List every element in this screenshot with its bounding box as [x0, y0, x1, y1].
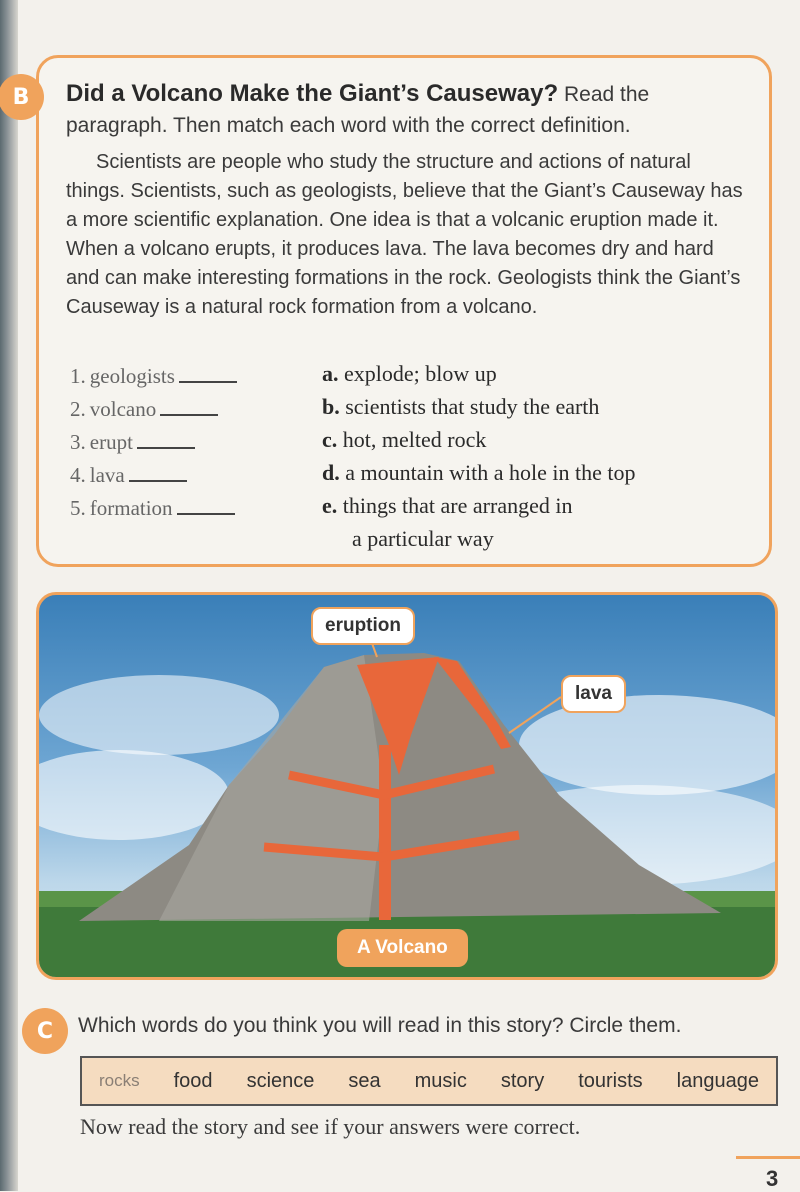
lava-vent — [379, 745, 391, 920]
prediction-word[interactable]: story — [500, 1069, 545, 1092]
definition-letter: a. — [322, 361, 339, 386]
section-c-badge: C — [22, 1008, 68, 1054]
word-number: 3. — [70, 430, 86, 454]
prediction-word[interactable]: science — [246, 1069, 315, 1092]
word-item — [70, 360, 300, 393]
volcano-illustration — [36, 592, 778, 980]
word-text: formation — [89, 496, 173, 520]
definition-text: hot, melted rock — [342, 427, 487, 452]
word-number: 4. — [70, 463, 86, 487]
prediction-word-box — [80, 1056, 778, 1106]
word-number: 2. — [70, 397, 86, 421]
definition-item — [322, 456, 742, 489]
definition-text: explode; blow up — [344, 361, 497, 386]
definition-letter: e. — [322, 493, 338, 518]
word-item — [70, 426, 300, 459]
volcano-caption: A Volcano — [337, 929, 468, 967]
section-b-heading — [66, 78, 746, 141]
answer-blank[interactable] — [160, 396, 218, 416]
section-b-badge: B — [0, 74, 44, 120]
word-list — [70, 360, 300, 525]
lava-label: lava — [561, 675, 626, 713]
definition-text: scientists that study the earth — [345, 394, 600, 419]
section-b-question: Did a Volcano Make the Giant’s Causeway? — [66, 80, 559, 107]
word-number: 1. — [70, 364, 86, 388]
prediction-word[interactable]: food — [173, 1069, 213, 1092]
definition-item — [322, 489, 742, 522]
prediction-word[interactable]: sea — [348, 1069, 381, 1092]
volcano-drawing — [39, 595, 778, 980]
cloud — [39, 750, 229, 840]
definition-letter: c. — [322, 427, 338, 452]
definition-text: a mountain with a hole in the top — [345, 460, 636, 485]
page-number-rule — [736, 1156, 800, 1159]
word-text: volcano — [89, 397, 157, 421]
word-item — [70, 492, 300, 525]
definition-item — [322, 423, 742, 456]
section-b-instruction: Read the paragraph. Then match each word with the correct definition. — [66, 83, 650, 137]
definition-letter: b. — [322, 394, 340, 419]
prediction-word[interactable]: rocks — [99, 1071, 140, 1090]
answer-blank[interactable] — [179, 363, 237, 383]
definition-continuation: a particular way — [352, 526, 494, 551]
word-text: lava — [89, 463, 125, 487]
definition-item — [322, 357, 742, 390]
definition-item — [322, 390, 742, 423]
definition-text: things that are arranged in — [342, 493, 573, 518]
answer-blank[interactable] — [137, 429, 195, 449]
cloud — [39, 675, 279, 755]
prediction-word[interactable]: music — [414, 1069, 467, 1092]
page-number: 3 — [766, 1166, 779, 1191]
definition-letter: d. — [322, 460, 340, 485]
section-c-outro: Now read the story and see if your answers were correct. — [80, 1114, 581, 1139]
word-text: erupt — [89, 430, 133, 454]
word-text: geologists — [89, 364, 175, 388]
word-item — [70, 459, 300, 492]
word-number: 5. — [70, 496, 86, 520]
eruption-label: eruption — [311, 607, 415, 645]
definition-list — [322, 357, 742, 555]
word-item — [70, 393, 300, 426]
section-b-paragraph: Scientists are people who study the structure and actions of natural things. Scientists, such as geologists, believe that the Giant’s Causeway has a more scientific explanation. One idea is that a volcanic eruption made it. When a volcano erupts, it produces lava. The lava becomes dry and hard and can make interesting formations in the rock. Geologists think the Giant’s Causeway is a natural rock formation from a volcano. — [66, 151, 743, 318]
prediction-word[interactable]: tourists — [578, 1069, 643, 1092]
section-c-instruction: Which words do you think you will read in this story? Circle them. — [78, 1014, 682, 1037]
cloud — [519, 695, 778, 795]
answer-blank[interactable] — [129, 462, 187, 482]
prediction-word[interactable]: language — [676, 1069, 759, 1092]
book-spine-edge — [0, 0, 18, 1191]
answer-blank[interactable] — [177, 495, 235, 515]
